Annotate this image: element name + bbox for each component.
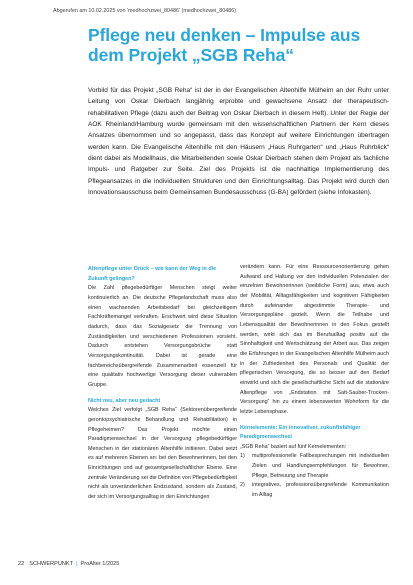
paragraph-nicht-neu: Welches Ziel verfolgt „SGB Reha“ (Sektorenübergreifende gerontopsychiatrische Behandlung und Rehabilitation) in Pflegeheimen? Das Projekt möchte einen Paradigmenwechsel in der Versorgung pflegebedürftiger Menschen in der stationären Altenhilfe initiieren. Dabei setzt es auf mehreren Ebenen an: bei den Bewohnerinnen, bei den Einrichtungen und auf gesamtgesellschaftlicher Ebene. Eine zentrale Veränderung sei die Definition von Pflegebedürftigkeit nicht als unveränderlichen Endzustand, sondern als Zustand, der sich im Versorgungsalltag in den Einrichtungen [88, 407, 237, 501]
retrieved-note: Abgerufen am 10.02.2025 von 'medhochzwei_80486' (medhochzwei_80486) [53, 8, 353, 14]
page-footer [18, 561, 398, 567]
article-title [88, 26, 388, 65]
list-item-number: 2) [240, 482, 245, 489]
section-heading-altenpflege: Altenpflege unter Druck – wie kann der Weg in die Zukunft gelingen? [88, 266, 217, 282]
section-heading-kernelemente: Kernelemente: Ein innovativer, zukunftsfähiger Paradigmenwechsel [240, 424, 361, 441]
kernelemente-intro: „SGB Reha“ basiert auf fünf Kernelementen: [240, 443, 347, 450]
list-item [240, 452, 389, 481]
article-intro [88, 85, 389, 198]
article-title-line-1: Pflege neu denken – Impulse aus [88, 25, 361, 45]
paragraph-altenpflege: Die Zahl pflegebedürftiger Menschen steigt weiter kontinuierlich an. Die deutsche Pflegelandschaft muss also einen wachsenden Arbeitsbedarf bei gleichzeitigem Fachkräftemangel verkraften. Erschwert wird diese Situation dadurch, dass das Sozialgesetz die Trennung von Zuständigkeiten und verschiedenen Professionen vorsieht. Dadurch entstehen Versorgungsbrüche statt Versorgungskontinuität. Dabei ist gerade eine fachbereichsübergreifende Zusammenarbeit essenziell für eine qualitativ hochwertige Versorgung dieser vulnerablen Gruppe. [88, 285, 237, 388]
left-column [88, 265, 237, 503]
article-title-line-2: dem Projekt „SGB Reha“ [88, 44, 294, 65]
section-heading-nicht-neu: Nicht neu, aber neu gedacht [88, 397, 161, 404]
list-item-text: integratives, professionsübergreifende Kommunikation im Alltag [252, 482, 389, 499]
intro-paragraph: Vorbild für das Projekt „SGB Reha“ ist der in der Evangelischen Altenhilfe Mülheim an der Ruhr unter Leitung von Oskar Dierbach langjährig erprobte und gewachsene Ansatz der therapeutisch-rehabilitativen Pflege (dazu auch der Beitrag von Oskar Dierbach in diesem Heft). Unter der Regie der AOK Rheinland/Hamburg wurde gemeinsam mit den wissenschaftlichen Partnern der Kern dieses Ansatzes übernommen und so angepasst, dass das Konzept auf weitere Einrichtungen übertragen werden kann. Die Evangelische Altenhilfe mit den Häusern „Haus Ruhrgarten“ und „Haus Ruhrblick“ dient dabei als Modellhaus, die Mitarbeitenden sowie Oskar Dierbach stehen dem Projekt als fachliche Impuls- und Ratgeber zur Seite. Ziel des Projekts ist die nachhaltige Implementierung des Pflegeansatzes in die individuellen Strukturen und den Einrichtungsalltag. Das Projekt wird durch den Innovationsausschuss beim Gemeinsamen Bundesausschuss (G-BA) gefördert (siehe Infokasten). [88, 87, 389, 197]
right-column [240, 263, 389, 501]
footer-separator: | [76, 561, 78, 567]
list-item [240, 481, 389, 500]
page-number: 22 [18, 561, 25, 567]
section-label: SCHWERPUNKT [29, 561, 74, 567]
list-item-text: multiprofessionelle Fallbesprechungen mit individuellen Zielen und Handlungsempfehlungen für Bewohner, Pflege, Betreuung und Therapie [252, 453, 389, 479]
paragraph-continuation: verändern kann. Für eine Ressourcenorientierung gehen Aufwand und Haltung vor den individuellen Potenzialen der einzelnen Bewohnerinnen (weibliche Form) aus, etwa auch der Mobilität, Alltagsfähigkeiten und kognitiven Fähigkeiten durch aufeinander abgestimmte Therapie- und Versorgungspläne gezielt. Wenn die Teilhabe und Lebensqualität der Bewohnerinnen in den Fokus gestellt werden, wirkt sich das im Berufsalltag positiv auf die Sinnhaftigkeit und Wertschätzung der Arbeit aus. Das zeigen die Erfahrungen in der Evangelischen Altenhilfe Mülheim auch in der Zufriedenheit des Personals und Qualität der pflegerischen Versorgung, die so besser auf den Bedarf einwirkt und sich die gesellschaftliche Sicht auf die stationäre Altenpflege von „Endstation mit Satt-Sauber-Trocken-Versorgung“ hin zu einem lebenswerten Wohnform für die letzte Lebensphase. [240, 264, 389, 415]
list-item-number: 1) [240, 453, 245, 460]
publication-label: ProAlter 1/2025 [80, 561, 120, 567]
